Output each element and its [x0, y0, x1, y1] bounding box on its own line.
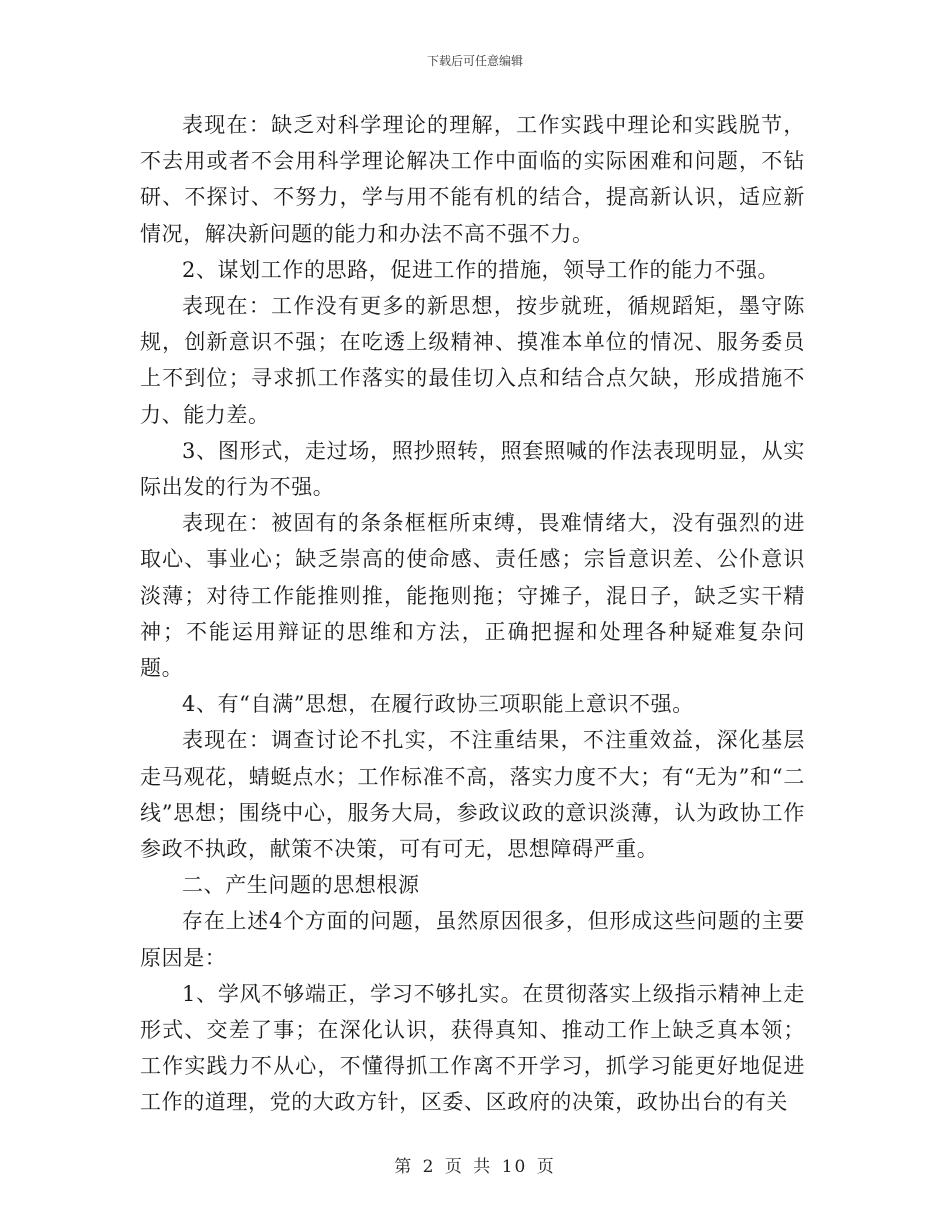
paragraph-6: 4、有“自满”思想，在履行政协三项职能上意识不强。	[182, 692, 694, 717]
section-heading: 二、产生问题的思想根源	[182, 873, 420, 898]
paragraph-7: 表现在：调查讨论不扎实，不注重结果，不注重效益，深化基层走马观花，蜻蜓点水；工作标准不高，落实力度不大；有“无为”和“二线”思想；围绕中心，服务大局，参政议政的意识淡薄，认为政协工作参政不执政，献策不决策，可有可无，思想障碍严重。	[140, 728, 805, 862]
paragraph-1: 表现在：缺乏对科学理论的理解，工作实践中理论和实践脱节，不去用或者不会用科学理论解决工作中面临的实际困难和问题，不钻研、不探讨、不努力，学与用不能有机的结合，提高新认识，适应新情况，解决新问题的能力和办法不高不强不力。	[140, 113, 805, 246]
paragraph-3: 表现在：工作没有更多的新思想，按步就班，循规蹈矩，墨守陈规，创新意识不强；在吃透上级精神、摸准本单位的情况、服务委员上不到位；寻求抓工作落实的最佳切入点和结合点欠缺，形成措施不力、能力差。	[140, 294, 805, 427]
paragraph-10: 1、学风不够端正，学习不够扎实。在贯彻落实上级指示精神上走形式、交差了事；在深化认识，获得真知、推动工作上缺乏真本领；工作实践力不从心，不懂得抓工作离不开学习，抓学习能更好地促进工作的道理，党的大政方针，区委、区政府的决策，政协出台的有关	[140, 981, 805, 1115]
document-body	[140, 107, 805, 1121]
paragraph-2: 2、谋划工作的思路，促进工作的措施，领导工作的能力不强。	[182, 257, 780, 282]
page-header: 下载后可任意编辑	[426, 54, 523, 68]
paragraph-9: 存在上述4个方面的问题，虽然原因很多，但形成这些问题的主要原因是：	[140, 909, 805, 970]
paragraph-4: 3、图形式，走过场，照抄照转，照套照喊的作法表现明显，从实际出发的行为不强。	[140, 438, 805, 500]
paragraph-5: 表现在：被固有的条条框框所束缚，畏难情绪大，没有强烈的进取心、事业心；缺乏崇高的使命感、责任感；宗旨意识差、公仆意识淡薄；对待工作能推则推，能拖则拖；守摊子，混日子，缺乏实干精神；不能运用辩证的思维和方法，正确把握和处理各种疑难复杂问题。	[140, 511, 805, 681]
page-number-footer: 第 2 页 共 10 页	[394, 1157, 556, 1177]
